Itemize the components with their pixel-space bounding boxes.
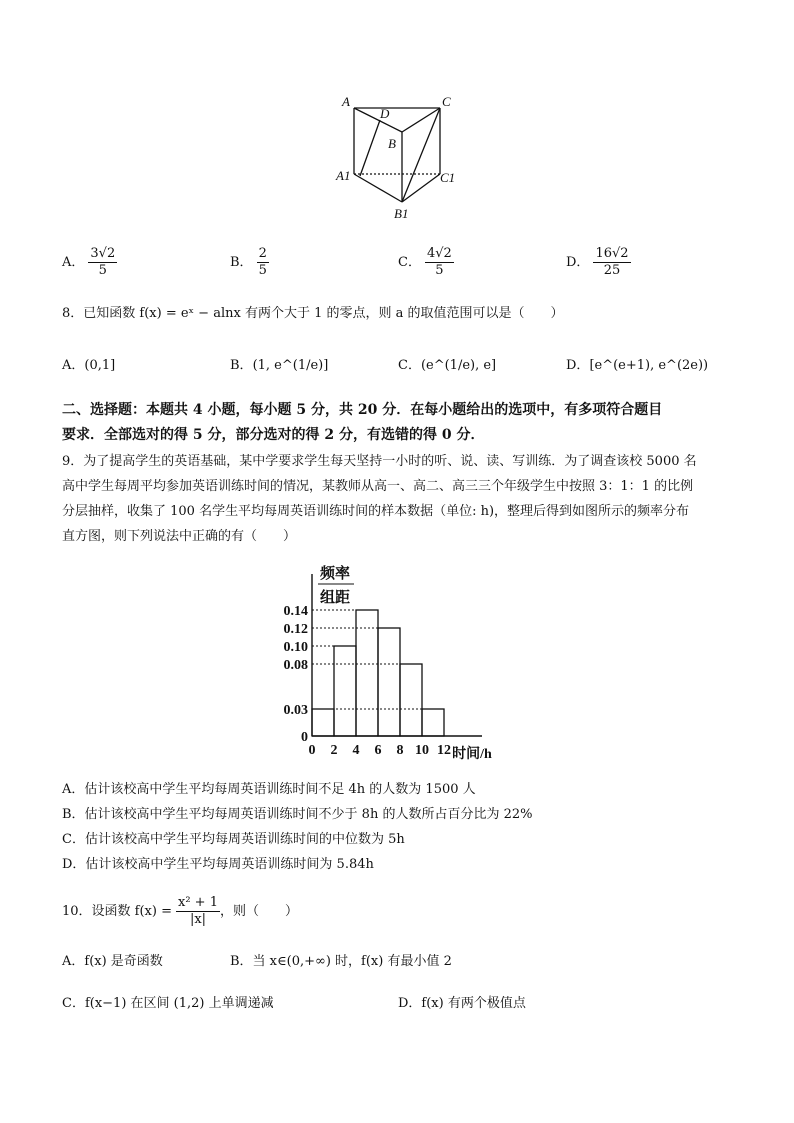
label-a1: A1 [336, 168, 351, 183]
bar-1 [334, 646, 356, 736]
x-tick-5: 10 [415, 743, 429, 758]
y-tick-0: 0 [301, 730, 308, 745]
q8-option-c: C．(e^(1/e), e] [398, 358, 497, 373]
frequency-histogram [270, 560, 540, 775]
q9-option-b: B．估计该校高中学生平均每周英语训练时间不少于 8h 的人数所占百分比为 22% [62, 807, 533, 822]
q7-option-d: D． $\frac{16√2}{25}$ [566, 246, 629, 278]
x-tick-4: 8 [396, 743, 404, 758]
y-tick-3: 0.10 [283, 640, 308, 655]
label-b: B [388, 136, 396, 151]
prism-figure [330, 90, 470, 225]
q9-line-1: 9．为了提高学生的英语基础，某中学要求学生每天坚持一小时的听、说、读、写训练．为了调查该校 5000 名 [62, 454, 697, 469]
y-label-top: 频率 [320, 566, 351, 582]
q8-option-a: A．(0,1] [62, 358, 116, 373]
label-c1: C1 [440, 170, 456, 185]
q10-option-a: A．f(x) 是奇函数 [62, 954, 163, 969]
q8-option-b: B．(1, e^(1/e)] [230, 358, 329, 373]
q8-stem: 8．已知函数 f(x) = eˣ − alnx 有两个大于 1 的零点，则 a 的取值范围可以是（ ） [62, 306, 564, 321]
y-label-bottom: 组距 [320, 590, 351, 606]
bar-5 [422, 709, 444, 736]
section2-line2: 要求．全部选对的得 5 分，部分选对的得 2 分，有选错的得 0 分． [62, 427, 485, 443]
x-tick-3: 6 [374, 743, 382, 758]
x-label: 时间/h [452, 747, 492, 762]
q9-option-a: A．估计该校高中学生平均每周英语训练时间不足 4h 的人数为 1500 人 [62, 782, 476, 797]
q9-line-4: 直方图，则下列说法中正确的有（ ） [62, 529, 297, 544]
y-tick-4: 0.12 [283, 622, 308, 637]
q10-option-c: C．f(x−1) 在区间 (1,2) 上单调递减 [62, 996, 274, 1011]
x-tick-2: 4 [352, 743, 360, 758]
q7-option-c: C． $\frac{4√2}{5}$ [398, 246, 452, 278]
section2-line1: 二、选择题：本题共 4 小题，每小题 5 分，共 20 分．在每小题给出的选项中，有多项符合题目 [62, 402, 663, 418]
q10-stem: 10．设函数 f(x) = $\frac{\text{x² + 1}}{|x|}$ ，则（ ） [62, 895, 298, 927]
bar-4 [400, 664, 422, 736]
q10-option-d: D．f(x) 有两个极值点 [398, 996, 526, 1011]
y-tick-2: 0.08 [283, 658, 308, 673]
bar-0 [312, 709, 334, 736]
bar-3 [378, 628, 400, 736]
q7-option-a: A． $\frac{3√2}{5}$ [62, 246, 116, 278]
q9-option-d: D．估计该校高中学生平均每周英语训练时间为 5.84h [62, 857, 374, 872]
x-tick-6: 12 [437, 743, 451, 758]
y-tick-5: 0.14 [283, 604, 308, 619]
q7-option-b: B． $\frac{2}{5}$ [230, 246, 267, 278]
label-d: D [380, 106, 390, 121]
label-b1: B1 [394, 206, 409, 221]
q9-line-3: 分层抽样，收集了 100 名学生平均每周英语训练时间的样本数据（单位: h)，整理后得到如图所示的频率分布 [62, 504, 690, 519]
y-tick-1: 0.03 [283, 703, 308, 718]
label-c: C [442, 94, 451, 109]
q9-option-c: C．估计该校高中学生平均每周英语训练时间的中位数为 5h [62, 832, 405, 847]
x-tick-0: 0 [308, 743, 316, 758]
label-a: A [342, 94, 350, 109]
q8-option-d: D．[e^(e+1), e^(2e)) [566, 358, 709, 373]
q10-option-b: B．当 x∈(0,+∞) 时，f(x) 有最小值 2 [230, 954, 452, 969]
q9-line-2: 高中学生每周平均参加英语训练时间的情况，某教师从高一、高二、高三三个年级学生中按照 3：1：1 的比例 [62, 479, 694, 494]
x-tick-1: 2 [330, 743, 338, 758]
bar-2 [356, 610, 378, 736]
